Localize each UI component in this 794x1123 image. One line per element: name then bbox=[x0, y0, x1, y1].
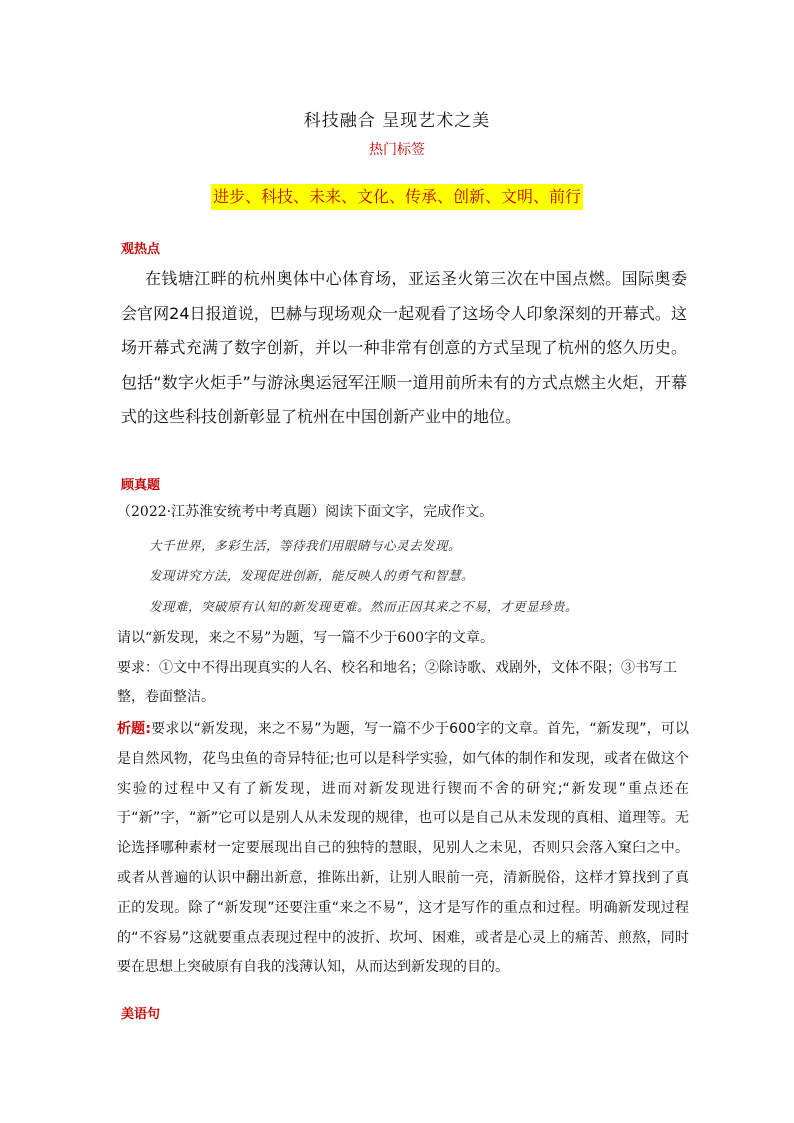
poem-line: 发现难，突破原有认知的新发现更难。然而正因其来之不易，才更显珍贵。 bbox=[149, 599, 579, 614]
section-heading-beautiful-sentences: 美语句 bbox=[121, 1007, 161, 1022]
hot-tags: 进步、科技、未来、文化、传承、创新、文明、前行 bbox=[211, 184, 583, 210]
tag-banner bbox=[0, 184, 794, 210]
page-title: 科技融合 呈现艺术之美 bbox=[303, 111, 491, 131]
analysis-label: 析题: bbox=[117, 721, 151, 737]
analysis-block bbox=[117, 715, 689, 983]
question-instruction: 请以“新发现，来之不易”为题，写一篇不少于600字的文章。 bbox=[117, 630, 495, 646]
poem-line: 大千世界，多彩生活，等待我们用眼睛与心灵去发现。 bbox=[149, 538, 462, 553]
question-requirements: 要求：①文中不得出现真实的人名、校名和地名；②除诗歌、戏剧外，文体不限；③书写工整，卷面整洁。 bbox=[117, 660, 677, 705]
analysis-text: 要求以“新发现，来之不易”为题，写一篇不少于600字的文章。首先，“新发现”，可以是自然风物，花鸟虫鱼的奇异特征;也可以是科学实验，如气体的制作和发现，或者在做这个实验的过程中又有了新发现，进而对新发现进行锲而不舍的研究;“新发现”重点还在于“新”字，“新”它可以是别人从未发现的规律，也可以是自己从未发现的真相、道理等。无论选择哪种素材一定要展现出自己的独特的慧眼，见别人之未见，否则只会落入窠臼之中。或者从普遍的认识中翻出新意，推陈出新，让别人眼前一亮，清新脱俗，这样才算找到了真正的发现。除了“新发现”还要注重“来之不易”，这才是写作的重点和过程。明确新发现过程的“不容易”这就要重点表现过程中的波折、坎坷、困难，或者是心灵上的痛苦、煎熬，同时要在思想上突破原有自我的浅薄认知，从而达到新发现的目的。 bbox=[117, 721, 690, 976]
poem-line: 发现讲究方法，发现促进创新，能反映人的勇气和智慧。 bbox=[149, 568, 475, 583]
page-subtitle: 热门标签 bbox=[369, 142, 425, 158]
question-source: （2022·江苏淮安统考中考真题）阅读下面文字，完成作文。 bbox=[117, 504, 494, 520]
section-heading-real-question: 顾真题 bbox=[121, 478, 161, 493]
section-heading-hot-view: 观热点 bbox=[121, 242, 161, 257]
hot-view-paragraph: 在钱塘江畔的杭州奥体中心体育场，亚运圣火第三次在中国点燃。国际奥委会官网24日报道说，巴赫与现场观众一起观看了这场令人印象深刻的开幕式。这场开幕式充满了数字创新，并以一种非常有创意的方式呈现了杭州的悠久历史。包括“数字火炬手”与游泳奥运冠军汪顺一道用前所未有的方式点燃主火炬，开幕式的这些科技创新彰显了杭州在中国创新产业中的地位。 bbox=[121, 269, 687, 426]
